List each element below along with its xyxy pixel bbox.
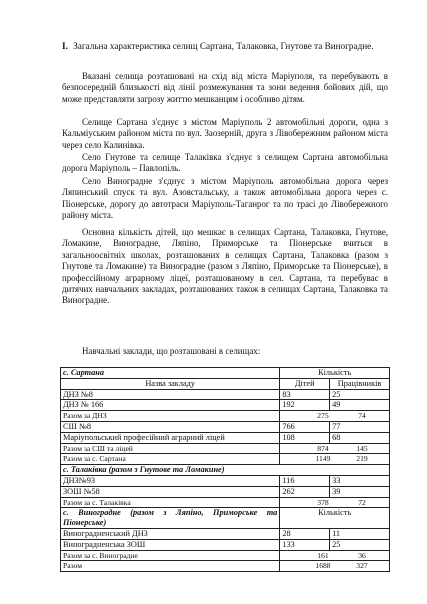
paragraph-sartana-roads: Селище Сартана з'єднує з містом Маріуполь 2 автомобільні дороги, одна з Кальміуським районом міста по вул. Заозерній, друга з Лівобережним районом міста через село Калинівка. [62, 117, 388, 150]
table-row [61, 368, 390, 379]
table-row: ЗОШ №58 262 39 [61, 486, 390, 497]
table-row: Маріупольський професійний аграрний ліцей 108 68 [61, 432, 390, 443]
paragraph-hnutove-roads: Село Гнутове та селище Талаківка з'єднує з селищем Сартана автомобільна дорога Маріуполь – Павлопіль. [62, 152, 388, 174]
table-row: Виноградненський ДНЗ 28 11 [61, 528, 390, 539]
table-row: Виноградненська ЗОШ 133 25 [61, 539, 390, 550]
table-row: ДНЗ №8 83 25 [61, 389, 390, 400]
section-title: Загальна характеристика селищ Сартана, Талаковка, Гнутове та Виноградне. [73, 41, 374, 51]
table-row: ДНЗ№93 116 33 [61, 475, 390, 486]
sartana-title: с. Сартана [61, 368, 280, 379]
qty-header: Кількість [280, 368, 390, 379]
table-row-subtotal: Разом за СШ та ліцей 874 145 [61, 443, 390, 454]
talakivka-title: с. Талаківка (разом з Гнутове та Ломакине) [61, 465, 390, 476]
table-row-subtotal: Разом за ДНЗ 275 74 [61, 411, 390, 422]
name-header: Назва закладу [61, 378, 280, 389]
table-row [61, 465, 390, 476]
table-row-total: Разом за с. Виноградне 161 36 [61, 550, 390, 561]
section-heading [62, 40, 392, 52]
paragraph-location: Вказані селища розташовані на схід від міста Маріуполя, та перебувають в безпосередній близькості від лінії розмежування та зони ведення бойових дій, що може представляти загрозу життю мешканцям і особливо дітям. [62, 71, 388, 104]
table-row: ДНЗ № 166 192 49 [61, 400, 390, 411]
table-row [61, 378, 390, 389]
qty-header-vynohradne: Кількість [280, 508, 390, 529]
paragraph-table-intro: Навчальні заклади, що розташовані в селищах: [82, 346, 261, 356]
vynohradne-title: с. Виноградне (разом з Ляпіно, Приморське та Піонерське) [61, 508, 280, 529]
staff-header: Працівників [330, 378, 390, 389]
children-header: Дітей [280, 378, 330, 389]
table-row-grand-total: Разом 1688 327 [61, 561, 390, 572]
paragraph-children-schools: Основна кількість дітей, що мешкає в селищах Сартана, Талаковка, Гнутове, Ломакине, Виноградне, Ляпіно, Приморське та Піонерське вчиться в загальноосвітніх школах, розташованих в селищах Сартана, Талаковка (разом з Гнутове та Ломакине) та Виноградне (разом з Ляпіно, Приморське та Піонерське), в профессійному аграрному ліцеї, розташованому в сел. Сартана, та перебуває в дитячих навчальних закладах, розташованих також в селищах Сартана, Талаковка та Виноградне. [62, 227, 388, 306]
paragraph-vynohradne-roads: Село Виноградне з'єднує з містом Маріуполь автомобільна дорога через Ляпинський спуск та вул. Азовстальську, а також автомобільна дорога через с. Піонерське, дорогу до автотраси Маріуполь-Таганрог та по трасі до Лівобережного району міста. [62, 176, 388, 221]
section-number: I. [62, 41, 68, 51]
schools-table [60, 367, 390, 572]
table-row-total: Разом за с. Талаківка 378 72 [61, 497, 390, 508]
table-row-total: Разом за с. Сартана 1149 219 [61, 454, 390, 465]
table-row: СШ №8 766 77 [61, 421, 390, 432]
table-row [61, 508, 390, 529]
